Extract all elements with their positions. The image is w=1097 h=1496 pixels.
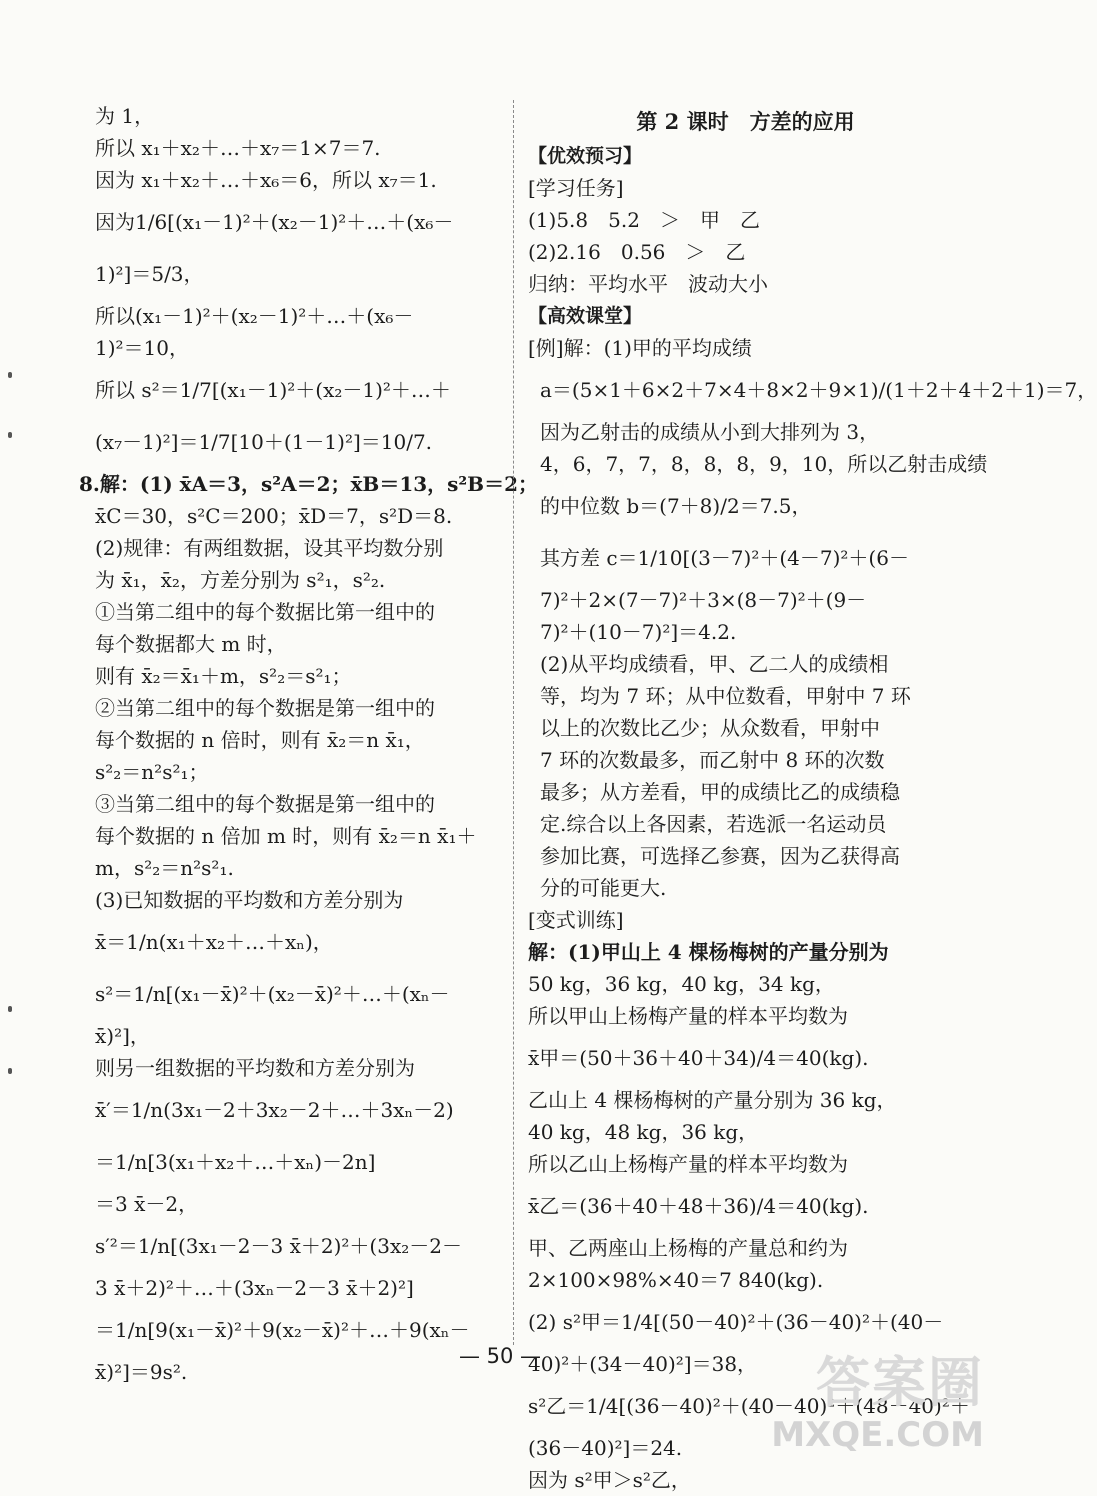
solution-line: 所以 s²＝1/7[(x₁－1)²＋(x₂－1)²＋…＋ — [95, 378, 451, 402]
margin-mark — [8, 1006, 12, 1012]
watermark-glyphs: 答案圈 — [816, 1351, 984, 1414]
margin-mark — [8, 372, 12, 378]
example-line: 以上的次数比乙少；从众数看，甲射中 — [540, 716, 880, 740]
page-number: — 50 — — [458, 1344, 542, 1368]
left-column — [79, 100, 538, 1388]
example-line: 等，均为 7 环；从中位数看，甲射中 7 环 — [540, 684, 911, 708]
watermark-url: MXQE.COM — [771, 1415, 984, 1455]
solution-line: s²₂＝n²s²₁； — [95, 760, 209, 784]
solution-line: ①当第二组中的每个数据比第一组中的 — [95, 600, 435, 624]
column-divider — [513, 100, 514, 1345]
solution-line: ＝3 x̄－2， — [95, 1192, 199, 1216]
variant-label: [变式训练] — [528, 908, 624, 932]
watermark-logo — [769, 1336, 984, 1461]
example-line: 7 环的次数最多，而乙射中 8 环的次数 — [540, 748, 885, 772]
variant-line: x̄乙＝(36＋40＋48＋36)/4＝40(kg). — [528, 1194, 869, 1218]
example-line: 其方差 c＝1/10[(3－7)²＋(4－7)²＋(6－ — [540, 546, 909, 570]
solution-line: 1)²＝10， — [95, 336, 189, 360]
solution-line: x̄)²]， — [95, 1024, 150, 1048]
solution-line: (x₇－1)²]＝1/7[10＋(1－1)²]＝10/7. — [95, 430, 433, 454]
example-line: a＝(5×1＋6×2＋7×4＋8×2＋9×1)/(1＋2＋4＋2＋1)＝7， — [540, 378, 1097, 402]
variant-line: 50 kg，36 kg，40 kg，34 kg， — [528, 972, 835, 996]
solution-line: 因为 x₁＋x₂＋…＋x₆＝6，所以 x₇＝1. — [95, 168, 437, 192]
variant-line: 40 kg，48 kg，36 kg， — [528, 1120, 759, 1144]
solution-line: 每个数据的 n 倍时，则有 x̄₂＝n x̄₁， — [95, 728, 425, 752]
example-line: 7)²＋(10－7)²]＝4.2. — [540, 620, 737, 644]
solution-line: 为 1， — [95, 104, 155, 128]
variant-line: 乙山上 4 棵杨梅树的产量分别为 36 kg， — [528, 1088, 897, 1112]
variant-line: 所以甲山上杨梅产量的样本平均数为 — [528, 1004, 848, 1028]
example-line: 4，6，7，7，8，8，8，9，10，所以乙射击成绩 — [540, 452, 988, 476]
solution-line: 所以(x₁－1)²＋(x₂－1)²＋…＋(x₆－ — [95, 304, 414, 328]
solution-line: 每个数据的 n 倍加 m 时，则有 x̄₂＝n x̄₁＋ — [95, 824, 477, 848]
example-line: 7)²＋2×(7－7)²＋3×(8－7)²＋(9－ — [540, 588, 867, 612]
solution-line: x̄＝1/n(x₁＋x₂＋…＋xₙ)， — [95, 930, 333, 954]
margin-mark — [8, 1068, 12, 1074]
task-label: [学习任务] — [528, 176, 624, 200]
solution-line: ＝1/n[3(x₁＋x₂＋…＋xₙ)－2n] — [95, 1150, 376, 1174]
solution-line: (3)已知数据的平均数和方差分别为 — [95, 888, 404, 912]
solution-line: ③当第二组中的每个数据是第一组中的 — [95, 792, 435, 816]
solution-line: 因为1/6[(x₁－1)²＋(x₂－1)²＋…＋(x₆－ — [95, 210, 454, 234]
solution-line: x̄)²]＝9s². — [95, 1360, 188, 1384]
variant-line: s²乙＝1/4[(36－40)²＋(40－40)²＋(48－40)²＋ — [528, 1394, 970, 1418]
example-line: 最多；从方差看，甲的成绩比乙的成绩稳 — [540, 780, 900, 804]
right-column — [528, 104, 1097, 1496]
task-line: (1)5.8 5.2 ＞ 甲 乙 — [528, 208, 760, 232]
variant-line: (2) s²甲＝1/4[(50－40)²＋(36－40)²＋(40－ — [528, 1310, 944, 1334]
solution-line: (2)规律：有两组数据，设其平均数分别 — [95, 536, 444, 560]
solution-line: ②当第二组中的每个数据是第一组中的 — [95, 696, 435, 720]
example-line: 分的可能更大. — [540, 876, 667, 900]
example-line: 因为乙射击的成绩从小到大排列为 3， — [540, 420, 880, 444]
example-line: 参加比赛，可选择乙参赛，因为乙获得高 — [540, 844, 900, 868]
variant-line: 甲、乙两座山上杨梅的产量总和约为 — [528, 1236, 848, 1260]
solution-line: 所以 x₁＋x₂＋…＋x₇＝1×7＝7. — [95, 136, 381, 160]
lesson-title: 第 2 课时 方差的应用 — [636, 109, 855, 134]
solution-line: x̄C＝30，s²C＝200；x̄D＝7，s²D＝8. — [95, 504, 453, 528]
variant-line: 解：(1)甲山上 4 棵杨梅树的产量分别为 — [528, 940, 889, 964]
variant-line: (36－40)²]＝24. — [528, 1436, 683, 1460]
variant-line: 所以乙山上杨梅产量的样本平均数为 — [528, 1152, 848, 1176]
task-line: (2)2.16 0.56 ＞ 乙 — [528, 240, 746, 264]
variant-line: 因为 s²甲＞s²乙， — [528, 1468, 691, 1492]
solution-line: m，s²₂＝n²s²₁. — [95, 856, 234, 880]
example-line: [例]解：(1)甲的平均成绩 — [528, 336, 752, 360]
solution-line: 3 x̄＋2)²＋…＋(3xₙ－2－3 x̄＋2)²] — [95, 1276, 414, 1300]
example-line: 的中位数 b＝(7＋8)/2＝7.5， — [540, 494, 812, 518]
problem-8-heading: 8.解：(1) x̄A＝3，s²A＝2；x̄B＝13，s²B＝2； — [79, 472, 538, 496]
solution-line: 为 x̄₁，x̄₂，方差分别为 s²₁，s²₂. — [95, 568, 386, 592]
class-header: 【高效课堂】 — [528, 305, 643, 327]
task-line: 归纳：平均水平 波动大小 — [528, 272, 768, 296]
solution-line: s′²＝1/n[(3x₁－2－3 x̄＋2)²＋(3x₂－2－ — [95, 1234, 462, 1258]
margin-mark — [8, 432, 12, 438]
variant-line: x̄甲＝(50＋36＋40＋34)/4＝40(kg). — [528, 1046, 869, 1070]
example-line: 定.综合以上各因素，若选派一名运动员 — [540, 812, 887, 836]
solution-line: s²＝1/n[(x₁－x̄)²＋(x₂－x̄)²＋…＋(xₙ－ — [95, 982, 450, 1006]
solution-line: 则有 x̄₂＝x̄₁＋m，s²₂＝s²₁； — [95, 664, 352, 688]
variant-line: 40)²＋(34－40)²]＝38， — [528, 1352, 758, 1376]
variant-line: 2×100×98%×40＝7 840(kg). — [528, 1268, 824, 1292]
example-line: (2)从平均成绩看，甲、乙二人的成绩相 — [540, 652, 889, 676]
preview-header: 【优效预习】 — [528, 145, 643, 167]
solution-line: 每个数据都大 m 时， — [95, 632, 287, 656]
solution-line: ＝1/n[9(x₁－x̄)²＋9(x₂－x̄)²＋…＋9(xₙ－ — [95, 1318, 470, 1342]
solution-line: 1)²]＝5/3， — [95, 262, 204, 286]
solution-line: 则另一组数据的平均数和方差分别为 — [95, 1056, 415, 1080]
solution-line: x̄′＝1/n(3x₁－2＋3x₂－2＋…＋3xₙ－2) — [95, 1098, 454, 1122]
